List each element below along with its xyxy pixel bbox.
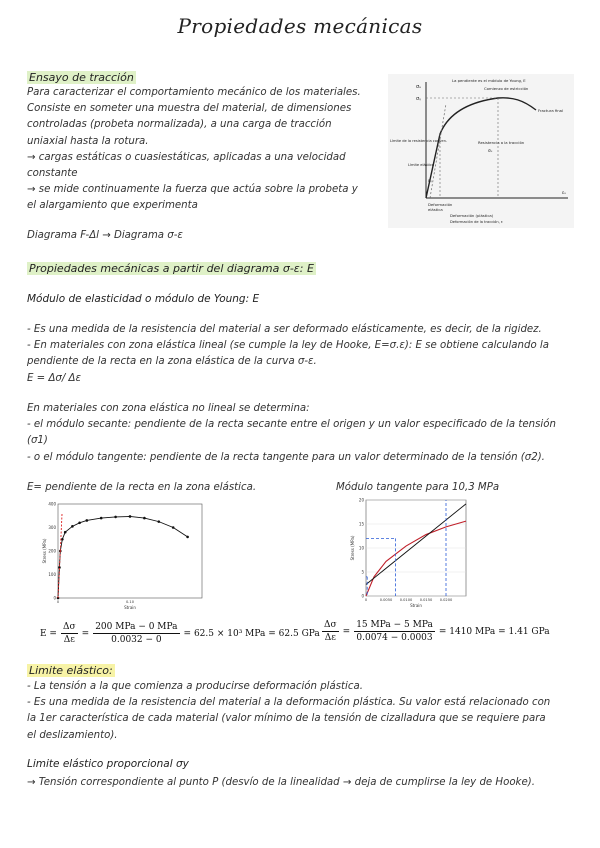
formula-right bbox=[322, 620, 550, 643]
label-sigma-y: σᵧ bbox=[416, 96, 422, 102]
text-line: constante bbox=[27, 168, 78, 180]
y-tick-label: 0 bbox=[361, 593, 364, 599]
x-tick-label: 0.10 bbox=[125, 600, 135, 604]
label-yield-left: Límite elástico bbox=[408, 163, 435, 167]
x-tick-label: 0.0100 bbox=[399, 598, 413, 602]
section-heading-limite bbox=[27, 664, 115, 677]
paragraph-young bbox=[27, 322, 587, 387]
y-tick-label: 10 bbox=[358, 545, 364, 551]
chart-left bbox=[38, 498, 208, 616]
label-tangent: La pendiente es el módulo de Young, E bbox=[452, 78, 526, 83]
data-point bbox=[61, 538, 64, 541]
text-line: pendiente de la recta en la zona elástica de la curva σ-ε. bbox=[27, 356, 317, 368]
formula-eq: = bbox=[342, 626, 351, 637]
plot-frame bbox=[58, 504, 202, 598]
text-line: controladas (probeta normalizada), a una carga de tracción bbox=[27, 119, 332, 131]
y-axis-label: Stress (MPa) bbox=[350, 535, 355, 561]
text-line: el alargamiento que experimenta bbox=[27, 200, 198, 212]
caption-right: Módulo tangente para 10,3 MPa bbox=[336, 482, 500, 493]
data-point bbox=[114, 516, 117, 519]
y-tick-label: 400 bbox=[48, 501, 56, 507]
fraction-den: 0.0074 − 0.0003 bbox=[356, 633, 433, 643]
heading-text: Ensayo de tracción bbox=[29, 71, 134, 84]
data-point bbox=[129, 515, 132, 518]
fraction-values bbox=[354, 620, 435, 643]
paragraph-limite bbox=[27, 679, 587, 744]
label-fracture: Fractura final bbox=[538, 108, 564, 113]
formula-result: = 62.5 × 10³ MPa = 62.5 GPa bbox=[183, 628, 320, 639]
fraction-num: Δσ bbox=[324, 620, 337, 630]
data-point bbox=[86, 519, 89, 522]
y-tick-label: 300 bbox=[48, 525, 56, 530]
x-axis-label: Strain bbox=[410, 603, 422, 608]
data-point bbox=[143, 517, 146, 520]
text-line: → cargas estáticas o cuasiestáticas, aplicadas a una velocidad bbox=[27, 151, 346, 163]
heading-text: Limite elástico: bbox=[29, 664, 113, 677]
text-line: (σ1) bbox=[27, 435, 48, 447]
formula-result: = 1410 MPa = 1.41 GPa bbox=[438, 626, 550, 637]
y-tick-label: 5 bbox=[361, 569, 364, 575]
fraction-den: Δε bbox=[324, 633, 336, 643]
y-tick-label: 20 bbox=[358, 497, 364, 503]
label-offset: Comienzo de estricción bbox=[484, 86, 529, 91]
x-tick-label: 0 bbox=[364, 598, 368, 602]
text-line: - Es una medida de la resistencia del material a la deformación plástica. Su valor está relacionado con bbox=[27, 697, 551, 709]
formula-eq: = bbox=[81, 628, 90, 639]
text-line: → se mide continuamente la fuerza que actúa sobre la probeta y bbox=[27, 184, 358, 196]
y-axis-label: Stress (MPa) bbox=[42, 538, 47, 564]
chart-right bbox=[348, 496, 470, 610]
text-line: - el módulo secante: pendiente de la recta secante entre el origen y un valor especificado de la tensión bbox=[27, 419, 556, 431]
text-line: Consiste en someter una muestra del material, de dimensiones bbox=[27, 103, 352, 115]
text-line: - o el módulo tangente: pendiente de la recta tangente para un valor determinado de la tensión (σ2). bbox=[27, 451, 545, 463]
section-heading-proporcional: Limite elástico proporcional σy bbox=[27, 758, 189, 770]
text-line: En materiales con zona elástica no lineal se determina: bbox=[27, 403, 310, 414]
label-strength: Resistencia a la tracción bbox=[478, 140, 525, 145]
text-line: Para caracterizar el comportamiento mecánico de los materiales. bbox=[27, 87, 361, 98]
fraction-den: Δε bbox=[63, 635, 75, 645]
fraction-den: 0.0032 − 0 bbox=[111, 635, 162, 645]
section-heading-young: Módulo de elasticidad o módulo de Young: E bbox=[27, 293, 260, 305]
x-tick-label: 0 bbox=[56, 600, 60, 604]
data-point bbox=[100, 517, 103, 520]
data-point bbox=[172, 526, 175, 529]
paragraph-ensayo bbox=[27, 85, 377, 215]
fraction-num: 200 MPa − 0 MPa bbox=[95, 622, 178, 632]
y-tick-label: 200 bbox=[48, 548, 56, 554]
text-line: el deslizamiento). bbox=[27, 729, 118, 741]
fraction-values bbox=[93, 622, 179, 645]
data-point bbox=[186, 536, 189, 539]
data-point bbox=[158, 520, 161, 523]
stress-strain-figure bbox=[388, 74, 574, 228]
text-line: la 1er característica de cada material (valor mínimo de la tensión de cizalladura que se requiere para bbox=[27, 713, 546, 725]
section-heading-ensayo bbox=[27, 71, 136, 84]
fraction-num: 15 MPa − 5 MPa bbox=[356, 620, 433, 630]
label-eps-u: εᵤ bbox=[562, 190, 566, 195]
paragraph-nonlinear bbox=[27, 401, 587, 466]
label-uts-left: Límite de la resistencia conven. bbox=[390, 139, 448, 143]
heading-text: Propiedades mecánicas a partir del diagrama σ-ε: E bbox=[29, 262, 314, 275]
formula-lhs: E = bbox=[40, 628, 57, 639]
fraction-delta bbox=[322, 620, 339, 643]
label-eps-y: εᵧ bbox=[428, 178, 432, 183]
label-elastic: Deformación bbox=[428, 202, 453, 207]
x-tick-label: 0.0050 bbox=[379, 598, 393, 602]
y-tick-label: 100 bbox=[48, 572, 56, 577]
section-heading-propiedades bbox=[27, 262, 316, 275]
text-line: E = Δσ/ Δε bbox=[27, 372, 82, 384]
data-point bbox=[78, 522, 81, 525]
fraction-delta bbox=[61, 622, 78, 645]
label-plastic: Deformación (plástica) bbox=[450, 213, 494, 218]
data-point bbox=[71, 525, 74, 528]
caption-left: E= pendiente de la recta en la zona elástica. bbox=[27, 482, 257, 493]
y-tick-label: 0 bbox=[53, 595, 56, 601]
y-tick-label: 15 bbox=[358, 521, 364, 527]
label-sigma-u: σᵤ bbox=[416, 84, 422, 90]
text-line: - La tensión a la que comienza a producirse deformación plástica. bbox=[27, 681, 363, 692]
paragraph-proporcional bbox=[27, 775, 587, 791]
x-tick-label: 0.0200 bbox=[439, 598, 453, 602]
data-point bbox=[64, 531, 67, 534]
fraction-num: Δσ bbox=[62, 622, 76, 632]
text-line: - En materiales con zona elástica lineal (se cumple la ley de Hooke, E=σ.ε): E se obtiene calculando la bbox=[27, 340, 550, 352]
text-line: → Tensión correspondiente al punto P (desvío de la linealidad → deja de cumplirse la ley de Hooke). bbox=[27, 777, 535, 788]
label-strength2: σᵤ bbox=[488, 148, 493, 153]
text-line: uniaxial hasta la rotura. bbox=[27, 135, 149, 147]
label-strain-axis: Deformación de la tracción, ε bbox=[450, 220, 503, 224]
page-title: Propiedades mecánicas bbox=[177, 14, 423, 38]
text-line: - Es una medida de la resistencia del material a ser deformado elásticamente, es decir, de la rigidez. bbox=[27, 324, 542, 335]
x-tick-label: 0.0150 bbox=[419, 598, 433, 602]
x-axis-label: Strain bbox=[124, 605, 136, 610]
diagram-line: Diagrama F-Δl → Diagrama σ-ε bbox=[27, 230, 183, 241]
formula-left bbox=[40, 622, 320, 645]
label-elastic2: elástica bbox=[428, 207, 443, 212]
